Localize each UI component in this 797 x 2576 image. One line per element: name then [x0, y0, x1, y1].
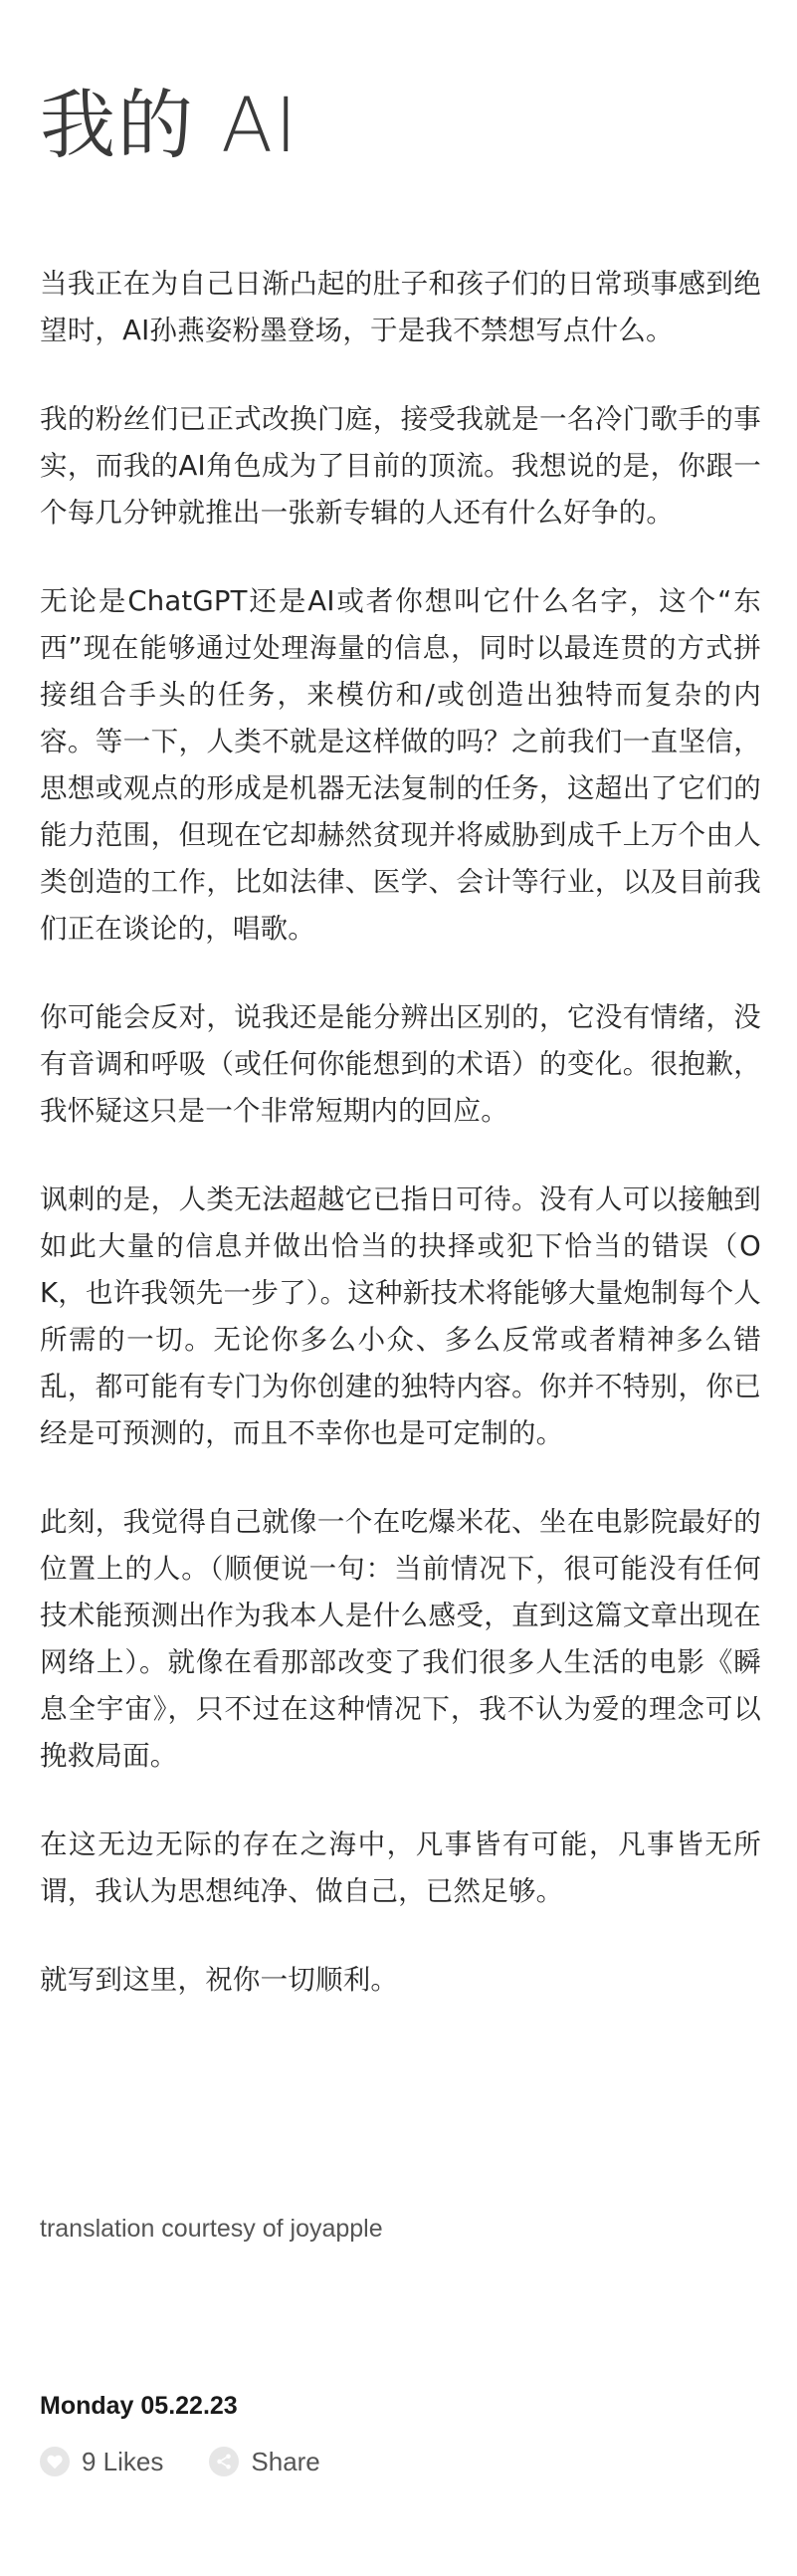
heart-icon	[40, 2447, 70, 2476]
likes-count: 9 Likes	[82, 2447, 164, 2476]
post-title: 我的 AI	[40, 81, 299, 169]
paragraph: 你可能会反对，说我还是能分辨出区别的，它没有情绪，没有音调和呼吸（或任何你能想到的术语）的变化。很抱歉，我怀疑这只是一个非常短期内的回应。	[40, 1001, 761, 1127]
share-icon	[209, 2447, 239, 2476]
translation-credit: translation courtesy of joyapple	[40, 2215, 383, 2243]
paragraph: 在这无边无际的存在之海中，凡事皆有可能，凡事皆无所谓，我认为思想纯净、做自己，已然足够。	[40, 1828, 761, 1907]
paragraph: 当我正在为自己日渐凸起的肚子和孩子们的日常琐事感到绝望时，AI孙燕姿粉墨登场，于是我不禁想写点什么。	[40, 268, 761, 346]
paragraph: 无论是ChatGPT还是AI或者你想叫它什么名字，这个“东西”现在能够通过处理海量的信息，同时以最连贯的方式拼接组合手头的任务，来模仿和/或创造出独特而复杂的内容。等一下，人类不就是这样做的吗？之前我们一直坚信，思想或观点的形成是机器无法复制的任务，这超出了它们的能力范围，但现在它却赫然贫现并将威胁到成千上万个由人类创造的工作，比如法律、医学、会计等行业，以及目前我们正在谈论的，唱歌。	[40, 585, 761, 945]
paragraph: 就写到这里，祝你一切顺利。	[40, 1964, 399, 1996]
share-label: Share	[251, 2447, 320, 2476]
post-body	[40, 261, 761, 2045]
share-button[interactable]	[209, 2445, 319, 2478]
like-button[interactable]	[40, 2445, 163, 2478]
paragraph: 讽刺的是，人类无法超越它已指日可待。没有人可以接触到如此大量的信息并做出恰当的抉择或犯下恰当的错误（OK，也许我领先一步了）。这种新技术将能够大量炮制每个人所需的一切。无论你多么小众、多么反常或者精神多么错乱，都可能有专门为你创建的独特内容。你并不特别，你已经是可预测的，而且不幸你也是可定制的。	[40, 1183, 761, 1449]
paragraph: 此刻，我觉得自己就像一个在吃爆米花、坐在电影院最好的位置上的人。（顺便说一句：当前情况下，很可能没有任何技术能预测出作为我本人是什么感受，直到这篇文章出现在网络上）。就像在看那部改变了我们很多人生活的电影《瞬息全宇宙》，只不过在这种情况下，我不认为爱的理念可以挽救局面。	[40, 1506, 761, 1772]
post-date: Monday 05.22.23	[40, 2392, 238, 2420]
paragraph: 我的粉丝们已正式改换门庭，接受我就是一名冷门歌手的事实，而我的AI角色成为了目前的顶流。我想说的是，你跟一个每几分钟就推出一张新专辑的人还有什么好争的。	[40, 403, 761, 529]
post-actions	[40, 2445, 320, 2478]
